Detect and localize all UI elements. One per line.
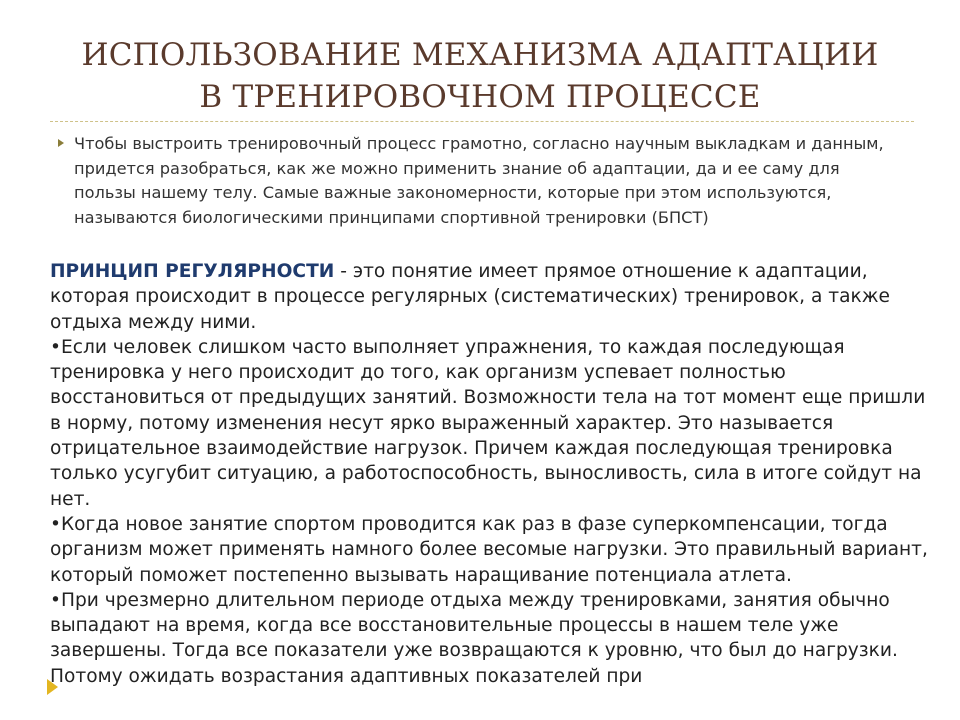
principle-point-3: •При чрезмерно длительном периоде отдыха между тренировками, занятия обычно выпадают на время, когда все восстановительные процессы в нашем теле уже завершены. Тогда все показатели уже возвращаются к уровню, что был до нагрузки. Потому ожидать возрастания адаптивных показателей при <box>50 589 898 687</box>
principle-point-2: •Когда новое занятие спортом проводится как раз в фазе суперкомпенсации, тогда организм может применять намного более весомые нагрузки. Это правильный вариант, который поможет постепенно вызывать наращивание потенциала атлета. <box>50 513 928 586</box>
principle-point-1: •Если человек слишком часто выполняет упражнения, то каждая последующая тренировка у него происходит до того, как организм успевает полностью восстановиться от предыдущих занятий. Возможности тела на тот момент еще пришли в норму, потому изменения несут ярко выраженный характер. Это называется отрицательное взаимодействие нагрузок. Причем каждая последующая тренировка только усугубит ситуацию, а работоспособность, выносливость, сила в итоге сойдут на нет. <box>50 336 926 510</box>
triangle-bullet-icon <box>58 139 64 147</box>
slide-title-line-1: ИСПОЛЬЗОВАНИЕ МЕХАНИЗМА АДАПТАЦИИ <box>81 37 879 73</box>
slide-title-line-2: В ТРЕНИРОВОЧНОМ ПРОЦЕССЕ <box>199 79 761 115</box>
principle-heading: ПРИНЦИП РЕГУЛЯРНОСТИ <box>50 261 335 282</box>
principle-definition <box>50 259 930 335</box>
triangle-marker-icon <box>47 679 58 695</box>
principle-block <box>50 259 930 689</box>
principle-definition-text: - это понятие имеет прямое отношение к адаптации, которая происходит в процессе регулярных (систематических) тренировок, а также отдыха между ними. <box>50 261 890 333</box>
intro-text: Чтобы выстроить тренировочный процесс грамотно, согласно научным выкладкам и данным, придется разобраться, как же можно применить знание об адаптации, да и ее саму для пользы нашему телу. Самые важные закономерности, которые при этом используются, называются биологическими принципами спортивной тренировки (БПСТ) <box>74 134 884 227</box>
title-divider <box>50 121 914 122</box>
slide-title <box>0 34 960 118</box>
